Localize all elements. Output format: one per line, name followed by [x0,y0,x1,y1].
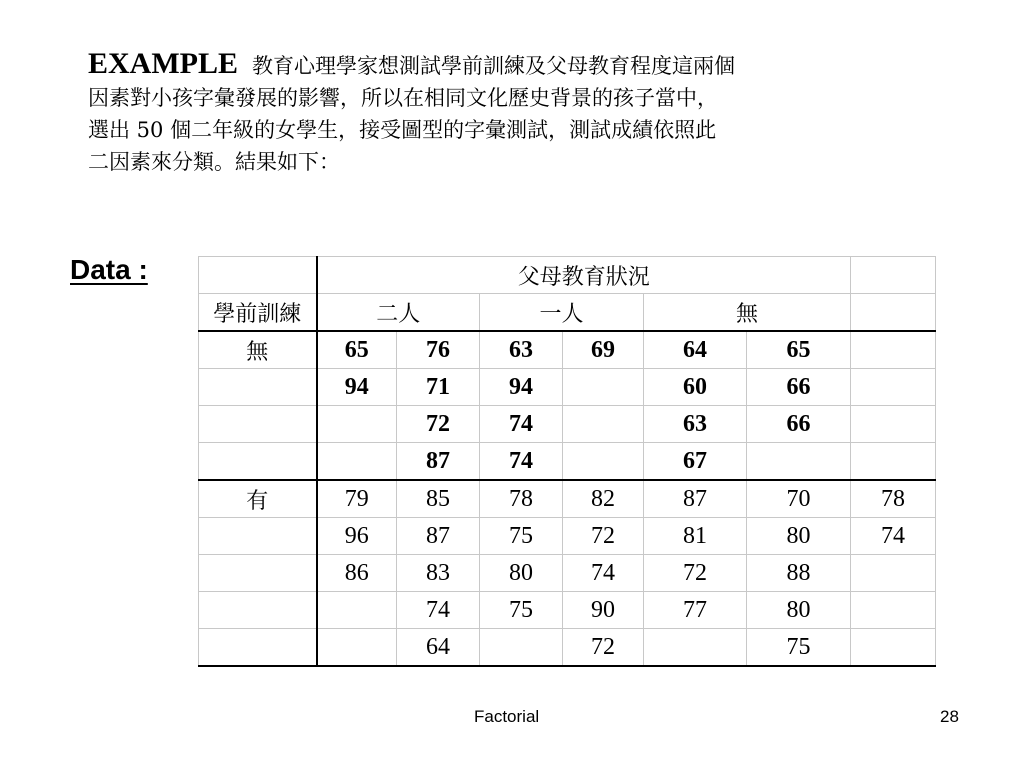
data-cell: 88 [747,555,851,592]
row-label-cell [199,369,317,406]
row-label-cell [199,406,317,443]
example-heading: EXAMPLE [88,47,238,80]
data-cell [851,555,936,592]
table-row [199,406,936,443]
data-cell: 65 [747,331,851,369]
data-cell: 78 [480,480,563,518]
group-header-blank [851,294,936,332]
group-header-none: 無 [644,294,851,332]
data-cell: 81 [644,518,747,555]
intro-line-2: 因素對小孩字彙發展的影響，所以在相同文化歷史背景的孩子當中， [88,86,718,110]
data-cell: 64 [644,331,747,369]
row-label-cell: 無 [199,331,317,369]
data-cell [747,443,851,481]
parent-education-header: 父母教育狀況 [317,257,851,294]
intro-line-4: 二因素來分類。結果如下： [88,150,340,174]
table-corner-cell [199,257,317,294]
data-table-container [198,256,935,667]
data-cell: 60 [644,369,747,406]
row-label-cell: 有 [199,480,317,518]
data-cell [563,369,644,406]
data-cell: 80 [747,518,851,555]
data-label: Data : [70,254,148,285]
data-cell: 66 [747,406,851,443]
data-cell: 75 [747,629,851,667]
data-cell: 74 [397,592,480,629]
table-row [199,592,936,629]
data-cell: 82 [563,480,644,518]
data-cell: 63 [480,331,563,369]
table-row [199,480,936,518]
data-cell [851,592,936,629]
data-cell: 87 [397,518,480,555]
row-label-cell [199,443,317,481]
data-table [198,256,936,667]
data-cell: 80 [747,592,851,629]
data-cell: 80 [480,555,563,592]
data-cell [480,629,563,667]
data-cell: 77 [644,592,747,629]
data-cell [317,443,397,481]
data-cell: 63 [644,406,747,443]
table-row [199,518,936,555]
footer-title: Factorial [474,707,540,726]
table-row [199,369,936,406]
row-label-cell [199,518,317,555]
data-cell: 75 [480,592,563,629]
row-label-cell [199,592,317,629]
data-cell: 67 [644,443,747,481]
page-number: 28 [940,707,959,726]
header-blank-cell [851,257,936,294]
preschool-training-header: 學前訓練 [199,294,317,332]
table-row [199,443,936,481]
data-cell [851,369,936,406]
data-cell: 94 [317,369,397,406]
table-header-row-1 [199,257,936,294]
group-header-one: 一人 [480,294,644,332]
data-cell [851,331,936,369]
data-cell: 72 [397,406,480,443]
table-row [199,629,936,667]
data-cell: 75 [480,518,563,555]
data-cell [317,406,397,443]
data-cell [851,443,936,481]
data-cell [851,629,936,667]
data-cell: 72 [563,518,644,555]
data-cell [644,629,747,667]
table-row [199,555,936,592]
data-cell: 66 [747,369,851,406]
intro-text [88,48,888,178]
data-cell: 74 [851,518,936,555]
data-cell: 90 [563,592,644,629]
data-cell: 86 [317,555,397,592]
data-cell: 74 [480,443,563,481]
data-cell: 70 [747,480,851,518]
data-cell [851,406,936,443]
row-label-cell [199,629,317,667]
data-cell: 76 [397,331,480,369]
data-cell: 85 [397,480,480,518]
data-cell: 71 [397,369,480,406]
data-cell: 87 [644,480,747,518]
row-label-cell [199,555,317,592]
intro-line-3: 選出 50 個二年級的女學生，接受圖型的字彙測試，測試成績依照此 [88,118,717,142]
table-row [199,331,936,369]
data-cell: 74 [563,555,644,592]
data-cell: 96 [317,518,397,555]
intro-line-1-text: 教育心理學家想測試學前訓練及父母教育程度這兩個 [252,54,735,78]
data-cell: 87 [397,443,480,481]
data-cell: 79 [317,480,397,518]
group-header-two: 二人 [317,294,480,332]
data-cell: 78 [851,480,936,518]
data-cell: 64 [397,629,480,667]
data-cell: 72 [644,555,747,592]
table-header-row-2 [199,294,936,332]
data-cell: 69 [563,331,644,369]
data-cell [563,406,644,443]
data-cell: 65 [317,331,397,369]
data-cell: 72 [563,629,644,667]
data-cell: 74 [480,406,563,443]
data-cell: 83 [397,555,480,592]
data-cell [563,443,644,481]
intro-line-1 [88,48,888,82]
data-cell [317,592,397,629]
data-cell [317,629,397,667]
data-cell: 94 [480,369,563,406]
